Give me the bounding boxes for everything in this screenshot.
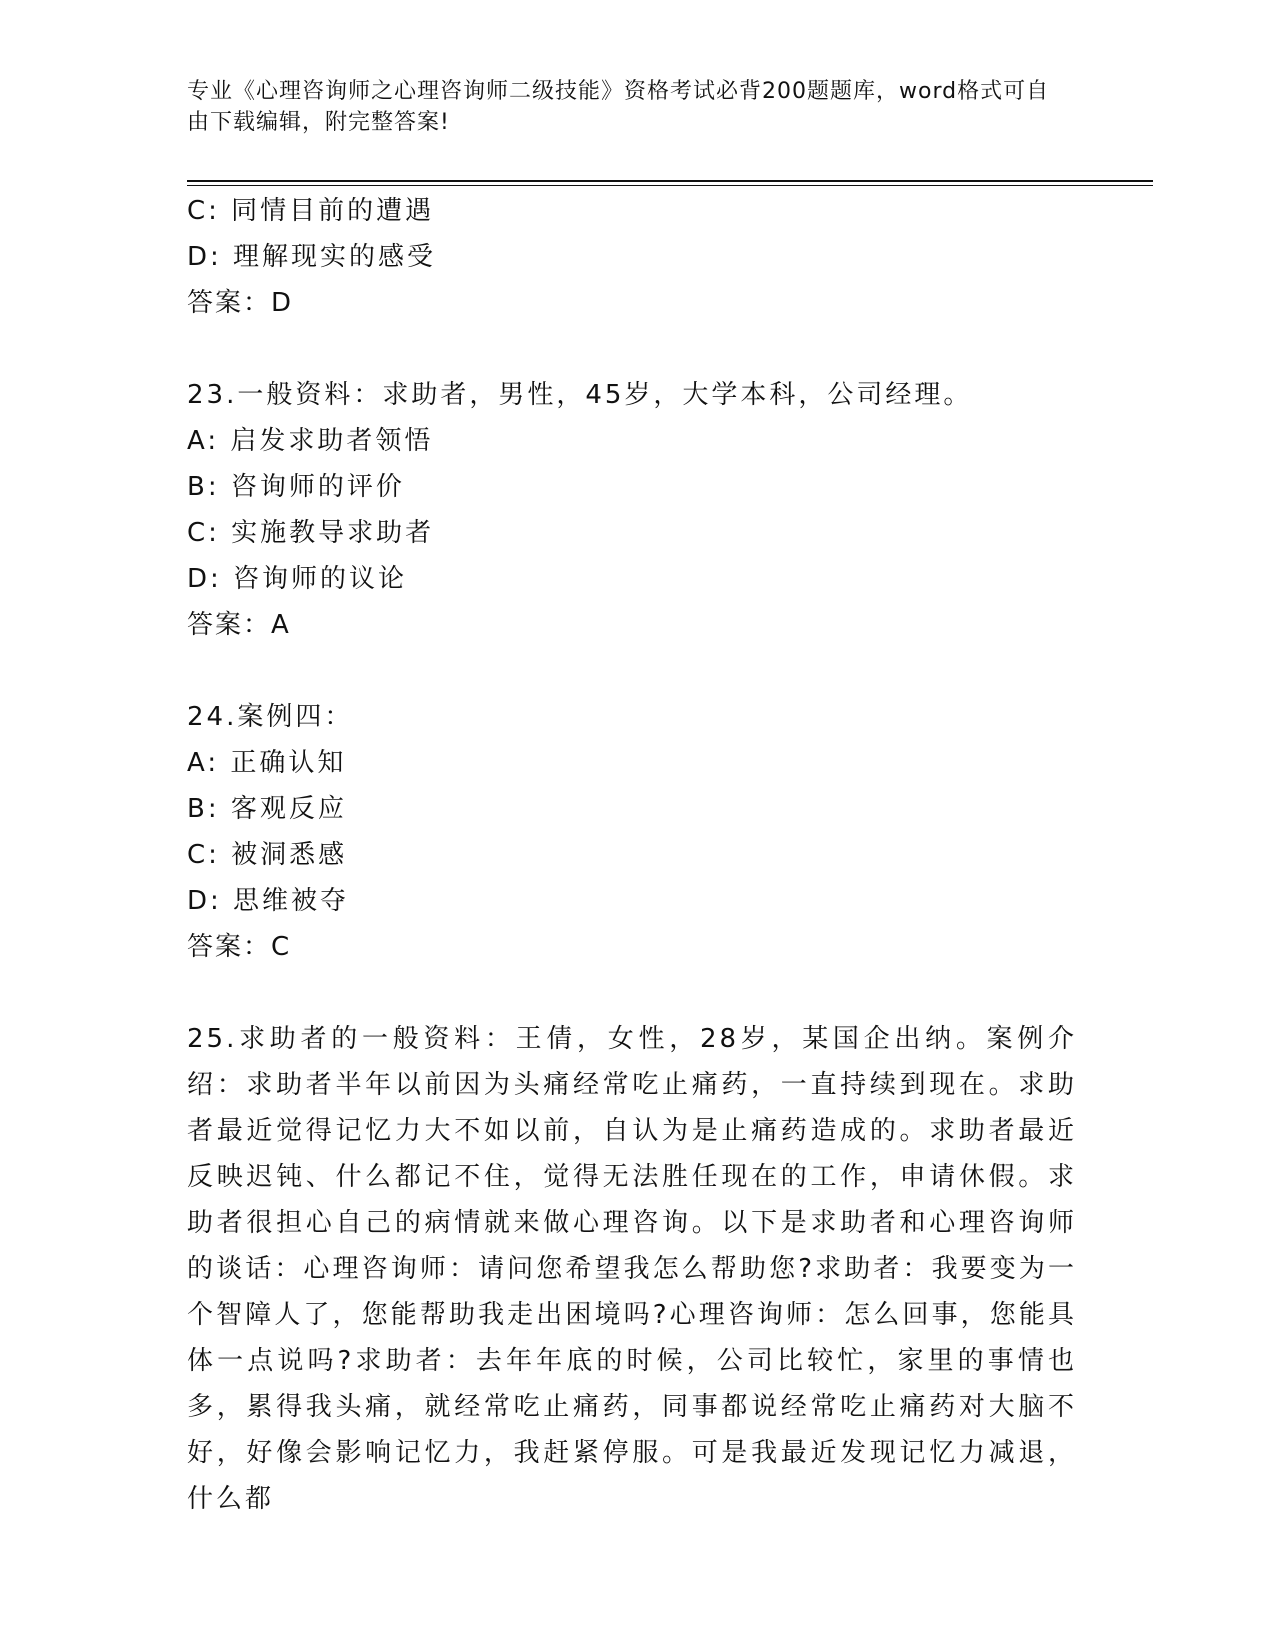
answer-line: 答案：D [187, 288, 294, 318]
header-rule-thin [187, 185, 1153, 186]
spacer [187, 970, 1077, 1016]
option-d: D: 理解现实的感受 [187, 242, 437, 272]
option-b: B: 咨询师的评价 [187, 472, 405, 502]
question-25-stem: 25.求助者的一般资料：王倩，女性，28岁，某国企出纳。案例介绍：求助者半年以前因为头痛经常吃止痛药，一直持续到现在。求助者最近觉得记忆力大不如以前，自认为是止痛药造成的。求助者最近反映迟钝、什么都记不住，觉得无法胜任现在的工作，申请休假。求助者很担心自己的病情就来做心理咨询。以下是求助者和心理咨询师的谈话：心理咨询师：请问您希望我怎么帮助您?求助者：我要变为一个智障人了，您能帮助我走出困境吗?心理咨询师：怎么回事，您能具体一点说吗?求助者：去年年底的时候，公司比较忙，家里的事情也多，累得我头痛，就经常吃止痛药，同事都说经常吃止痛药对大脑不好，好像会影响记忆力，我赶紧停服。可是我最近发现记忆力减退，什么都 [187, 1024, 1077, 1514]
header-rule-thick [187, 180, 1153, 182]
option-c: C: 被洞悉感 [187, 840, 348, 870]
option-d: D: 咨询师的议论 [187, 564, 408, 594]
question-23-stem: 23.一般资料：求助者，男性，45岁，大学本科，公司经理。 [187, 380, 973, 410]
option-c: C: 实施教导求助者 [187, 518, 435, 548]
answer-line: 答案：A [187, 610, 291, 640]
spacer [187, 648, 1077, 694]
option-c: C: 同情目前的遭遇 [187, 196, 435, 226]
question-content [187, 188, 1077, 1522]
spacer [187, 326, 1077, 372]
option-b: B: 客观反应 [187, 794, 347, 824]
document-header: 专业《心理咨询师之心理咨询师二级技能》资格考试必背200题题库，word格式可自由下载编辑，附完整答案! [187, 79, 1050, 135]
option-d: D: 思维被夺 [187, 886, 350, 916]
question-24-stem: 24.案例四： [187, 702, 354, 732]
option-a: A: 启发求助者领悟 [187, 426, 434, 456]
answer-line: 答案：C [187, 932, 292, 962]
option-a: A: 正确认知 [187, 748, 347, 778]
